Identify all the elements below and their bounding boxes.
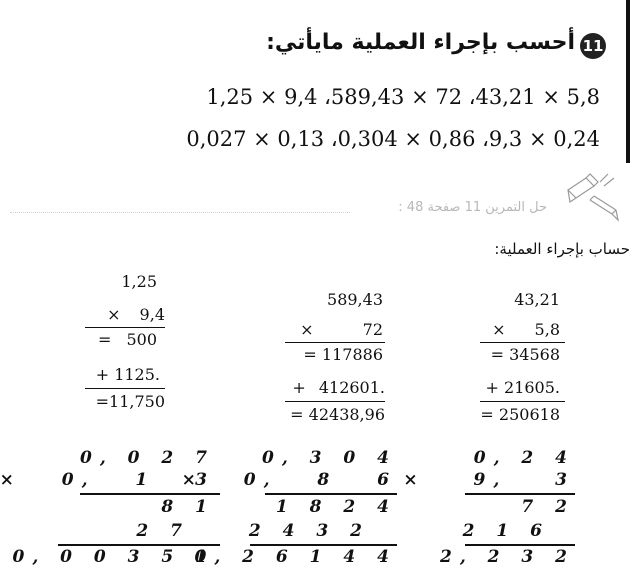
exercise-number: 11 <box>582 37 604 55</box>
op-result: = 42438,96 <box>290 405 385 424</box>
exercise-number-badge <box>580 33 606 59</box>
op-partial-2: + 1125. <box>95 365 160 384</box>
op-multiplier: × 72 <box>300 320 383 339</box>
exercise-line-1: 1,25 × 9,4 ،589,43 × 72 ،43,21 × 5,8 <box>206 85 600 109</box>
op-partial-2: 2 4 3 2 <box>248 521 370 541</box>
op-result: 0, 2 6 1 4 4 <box>194 547 397 567</box>
op-partial-1: 8 1 <box>161 497 215 517</box>
op-top: 1,25 <box>121 272 157 291</box>
exercise-title: أحسب بإجراء العملية مايأتي: <box>266 30 575 55</box>
op-partial-2: 2 7 <box>136 521 190 541</box>
op-top: 589,43 <box>327 290 383 309</box>
op-rule <box>58 544 220 546</box>
op-result: = 250618 <box>480 405 560 424</box>
op-partial-2: + 21605. <box>485 378 560 397</box>
op-result: 0, 0 0 3 5 1 <box>12 547 215 567</box>
op-multiplier: × 5,8 <box>492 320 560 339</box>
op-multiplier: × 0, 8 6 <box>181 470 397 490</box>
op-partial-1: = 34568 <box>490 345 560 364</box>
op-partial-1: 7 2 <box>521 497 575 517</box>
op-rule <box>480 401 565 402</box>
op-top: 0, 3 0 4 <box>262 448 397 468</box>
op-rule <box>80 493 220 495</box>
op-partial-2: + 412601. <box>292 378 385 397</box>
op-result: 2, 2 3 2 <box>440 547 575 567</box>
op-multiplier: × 9, 3 <box>403 470 575 490</box>
op-rule <box>285 401 385 402</box>
op-result: =11,750 <box>95 392 165 411</box>
exercise-line-2: 0,027 × 0,13 ،0,304 × 0,86 ،9,3 × 0,24 <box>186 127 600 151</box>
dotted-leader <box>10 212 350 213</box>
op-multiplier: × 9,4 <box>107 305 165 324</box>
op-rule <box>465 544 575 546</box>
op-multiplier: × 0, 1 3 <box>0 470 215 490</box>
solution-reference: حل التمرين 11 صفحة 48 : <box>398 200 547 215</box>
op-rule <box>480 342 565 343</box>
op-rule <box>285 342 385 343</box>
op-top: 43,21 <box>514 290 560 309</box>
op-partial-1: = 500 <box>97 330 157 349</box>
op-top: 0, 2 4 <box>473 448 575 468</box>
pencil-icon <box>560 170 620 225</box>
op-partial-1: 1 8 2 4 <box>275 497 397 517</box>
op-rule <box>85 327 165 328</box>
op-rule <box>265 493 397 495</box>
op-partial-2: 2 1 6 <box>462 521 550 541</box>
page-edge-bar <box>626 0 630 163</box>
op-rule <box>85 388 165 389</box>
op-rule <box>250 544 397 546</box>
op-partial-1: = 117886 <box>303 345 383 364</box>
op-rule <box>465 493 575 495</box>
op-top: 0, 0 2 7 <box>80 448 215 468</box>
solution-heading: حساب بإجراء العملية: <box>494 240 630 258</box>
